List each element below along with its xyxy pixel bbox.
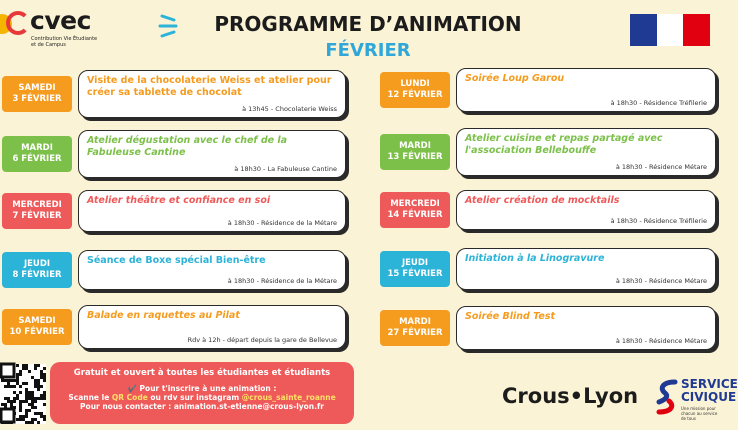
day-name: SAMEDI xyxy=(18,316,56,326)
day-badge xyxy=(380,134,450,170)
day-date: 3 FÉVRIER xyxy=(12,94,62,104)
event-meta: à 18h30 - Résidence Tréfilerie xyxy=(610,217,707,225)
logo-subtext: Contribution Vie Étudiante et de Campus xyxy=(31,36,98,48)
info-instagram-prefix: ou rdv sur instagram xyxy=(147,393,242,402)
day-name: MARDI xyxy=(21,143,53,153)
day-date: 10 FÉVRIER xyxy=(9,327,65,337)
day-date: 8 FÉVRIER xyxy=(12,270,62,280)
event-title: Initiation à la Linogravure xyxy=(465,253,605,264)
day-name: MARDI xyxy=(399,317,431,327)
info-scan-text xyxy=(50,393,354,402)
event-card xyxy=(456,248,716,290)
event-meta: à 18h30 - La Fabuleuse Cantine xyxy=(234,165,337,173)
day-date: 13 FÉVRIER xyxy=(387,152,443,162)
day-date: 12 FÉVRIER xyxy=(387,90,443,100)
service-civique-icon xyxy=(655,380,679,414)
republique-francaise-logo xyxy=(630,14,710,46)
event-meta: Rdv à 12h - départ depuis la gare de Bellevue xyxy=(187,336,337,344)
day-badge xyxy=(380,72,450,108)
service-civique-logo xyxy=(655,377,738,428)
info-box xyxy=(50,362,354,424)
event-card xyxy=(456,128,716,176)
page-title: PROGRAMME D’ANIMATION xyxy=(214,12,522,36)
info-register-text: ✔️ Pour t'inscrire à une animation : xyxy=(127,384,277,393)
qr-code-link[interactable]: QR Code xyxy=(111,393,148,402)
info-scan-prefix: Scanne le xyxy=(68,393,112,402)
event-meta: à 18h30 - Résidence de la Métare xyxy=(227,277,337,285)
day-name: MERCREDI xyxy=(12,200,62,210)
crous-lyon-logo: Crous•Lyon xyxy=(502,384,639,408)
event-title: Soirée Loup Garou xyxy=(465,73,565,84)
event-card xyxy=(78,130,346,178)
day-name: JEUDI xyxy=(23,259,51,269)
event-meta: à 18h30 - Résidence Tréfilerie xyxy=(610,99,707,107)
event-meta: à 18h30 - Résidence Métare xyxy=(615,337,707,345)
day-name: MARDI xyxy=(399,141,431,151)
day-date: 27 FÉVRIER xyxy=(387,328,443,338)
instagram-link[interactable]: @crous_sainte_roanne xyxy=(241,393,336,402)
event-title: Soirée Blind Test xyxy=(465,311,556,322)
event-card xyxy=(78,190,346,232)
month-title: FÉVRIER xyxy=(325,40,411,61)
day-name: JEUDI xyxy=(401,258,429,268)
day-date: 14 FÉVRIER xyxy=(387,210,443,220)
event-meta: à 18h30 - Résidence Métare xyxy=(615,163,707,171)
day-badge xyxy=(2,76,72,112)
event-title: Atelier théâtre et confiance en soi xyxy=(87,195,271,206)
event-meta: à 13h45 - Chocolaterie Weiss xyxy=(242,105,337,113)
event-title: Visite de la chocolaterie Weiss et atelier pour créer sa tablette de chocolat xyxy=(87,75,332,98)
event-title: Atelier dégustation avec le chef de la Fabuleuse Cantine xyxy=(87,135,288,158)
day-name: LUNDI xyxy=(400,79,430,89)
sc-line1: SERVICE xyxy=(681,377,738,391)
event-meta: à 18h30 - Résidence Métare xyxy=(615,277,707,285)
event-card xyxy=(78,250,346,290)
day-badge xyxy=(2,136,72,172)
sc-line2: CIVIQUE xyxy=(681,390,737,404)
day-date: 7 FÉVRIER xyxy=(12,211,62,221)
event-card xyxy=(78,305,346,349)
day-name: SAMEDI xyxy=(18,83,56,93)
day-badge xyxy=(380,251,450,287)
event-card xyxy=(456,68,716,112)
day-badge xyxy=(2,309,72,345)
event-title: Séance de Boxe spécial Bien-être xyxy=(87,255,266,266)
event-title: Atelier création de mocktails xyxy=(465,195,620,206)
sc-tagline: Une mission pour chacun au service de tous xyxy=(681,406,718,421)
day-badge xyxy=(380,192,450,228)
day-name: MERCREDI xyxy=(390,199,440,209)
event-card xyxy=(456,190,716,230)
day-date: 6 FÉVRIER xyxy=(12,154,62,164)
event-title: Atelier cuisine et repas partagé avec l'association Bellebouffe xyxy=(465,133,663,156)
event-card xyxy=(78,70,346,118)
info-free-text: Gratuit et ouvert à toutes les étudiantes et étudiants xyxy=(73,368,331,378)
event-card xyxy=(456,306,716,350)
event-title: Balade en raquettes au Pilat xyxy=(87,310,240,321)
day-badge xyxy=(380,310,450,346)
contact-email[interactable]: Pour nous contacter : animation.st-etienne@crous-lyon.fr xyxy=(80,402,324,411)
day-date: 15 FÉVRIER xyxy=(387,269,443,279)
day-badge xyxy=(2,252,72,288)
day-badge xyxy=(2,193,72,229)
qr-code xyxy=(0,364,46,424)
logo-text: cvec xyxy=(30,6,91,35)
event-meta: à 18h30 - Résidence de la Métare xyxy=(227,219,337,227)
